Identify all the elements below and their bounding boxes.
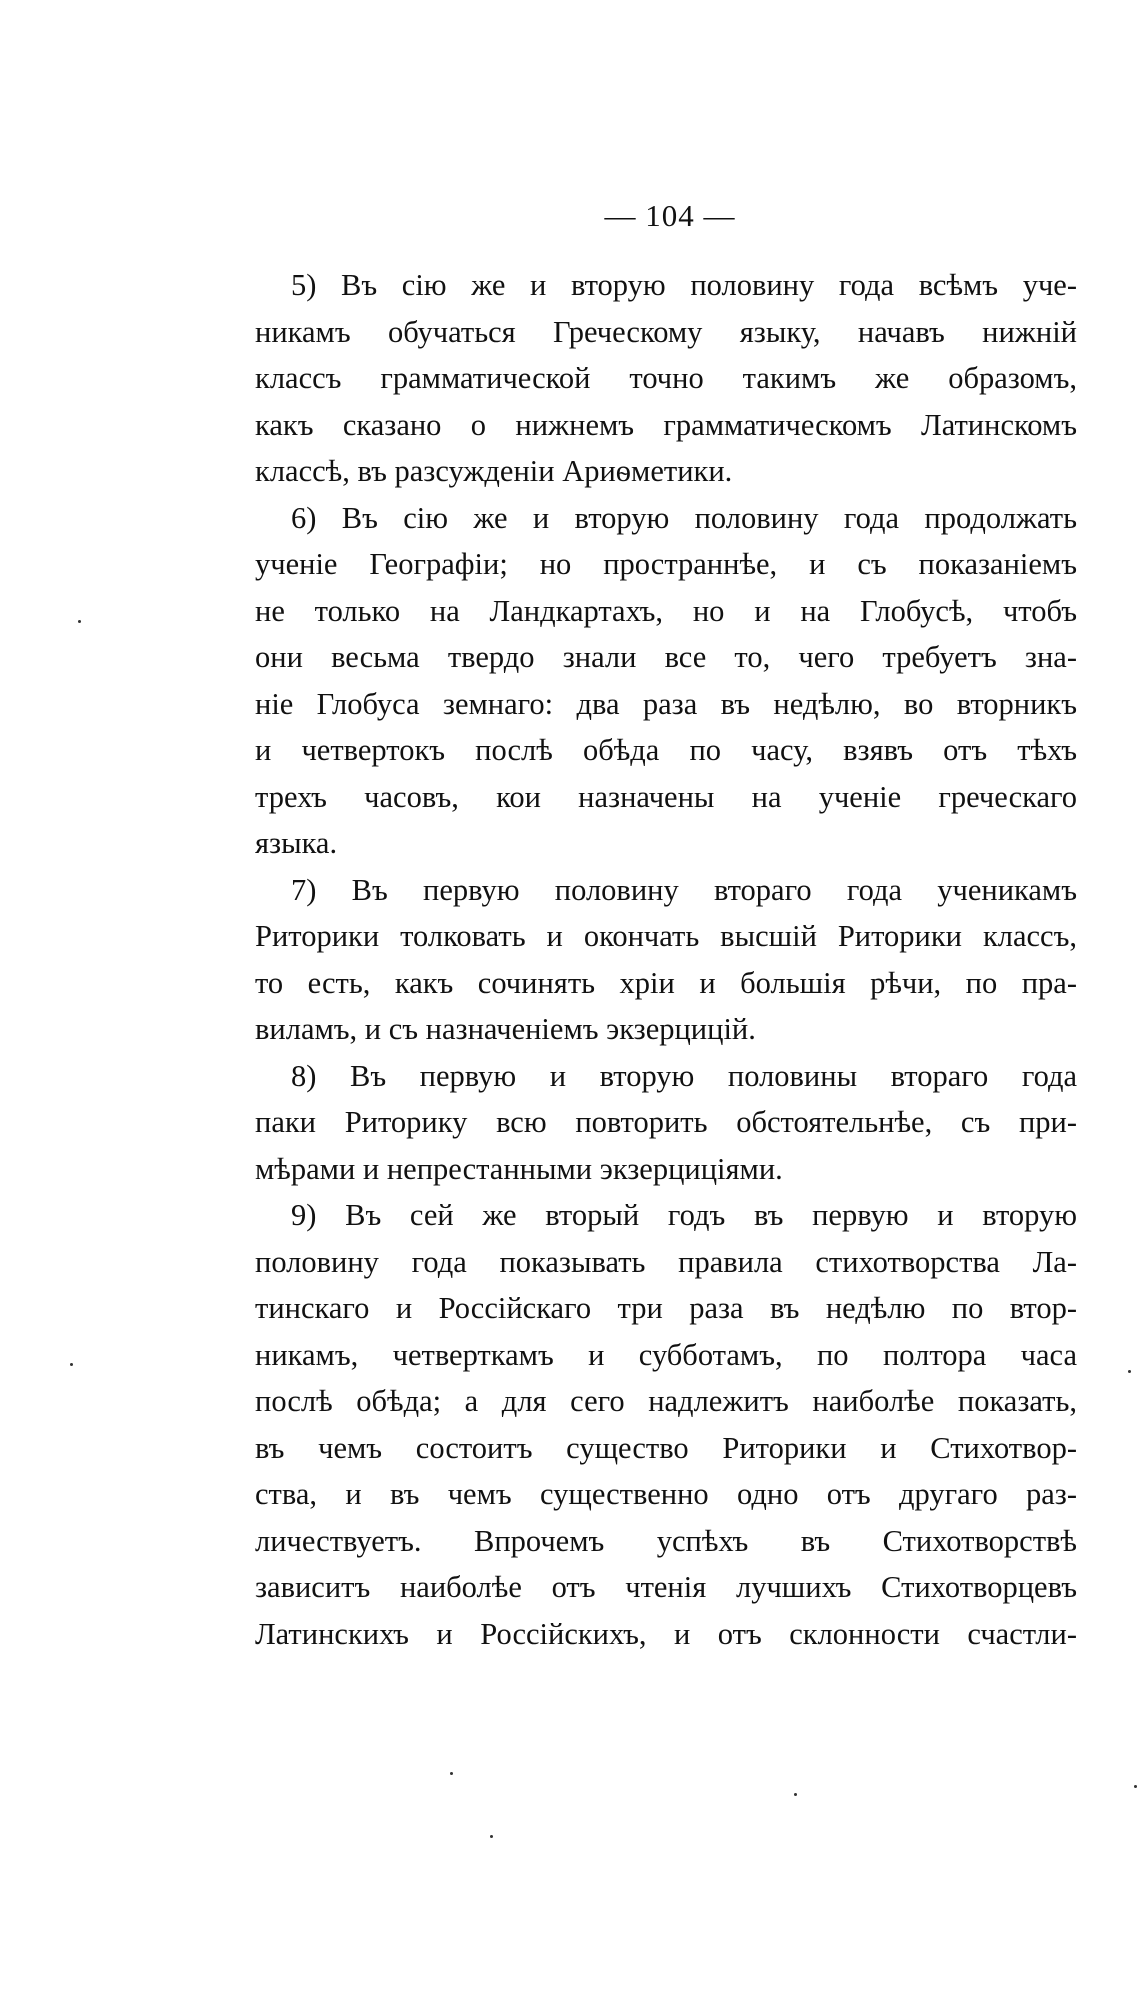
scan-speck <box>1134 1785 1137 1788</box>
text-line: 6) Въ сію же и вторую половину года продолжать <box>291 500 1077 535</box>
text-line: классъ грамматической точно такимъ же образомъ, <box>255 361 1077 395</box>
text-line: 7) Въ первую половину втораго года ученикамъ <box>291 872 1077 907</box>
text-line: личествуетъ. Впрочемъ успѣхъ въ Стихотворствѣ <box>255 1523 1077 1558</box>
paragraph-9 <box>255 1192 1077 1657</box>
page-number: — 104 — <box>604 198 736 233</box>
text-line: языка. <box>255 826 338 860</box>
text-line: ства, и въ чемъ существенно одно отъ другаго раз- <box>255 1477 1077 1511</box>
paragraph-7 <box>255 867 1077 1053</box>
text-line: они весьма твердо знали все то, чего требуетъ зна- <box>255 640 1077 674</box>
text-line: въ чемъ состоитъ существо Риторики и Стихотвор- <box>255 1430 1077 1465</box>
text-line: какъ сказано о нижнемъ грамматическомъ Латинскомъ <box>255 407 1077 442</box>
text-line: не только на Ландкартахъ, но и на Глобусѣ, чтобъ <box>255 593 1077 628</box>
text-line: Риторики толковать и окончать высшій Риторики классъ, <box>255 919 1077 953</box>
paragraph-5 <box>255 262 1077 495</box>
text-line: 9) Въ сей же вторый годъ въ первую и вторую <box>291 1198 1077 1232</box>
body-text <box>255 262 1077 1657</box>
scan-speck <box>450 1772 453 1775</box>
scan-speck <box>70 1363 73 1366</box>
text-line: никамъ, четверткамъ и субботамъ, по полтора часа <box>255 1337 1077 1372</box>
scan-speck <box>490 1835 493 1838</box>
text-line: никамъ обучаться Греческому языку, начавъ нижній <box>255 314 1077 349</box>
text-line: 8) Въ первую и вторую половины втораго года <box>291 1058 1077 1093</box>
text-line: зависитъ наиболѣе отъ чтенія лучшихъ Стихотворцевъ <box>255 1570 1077 1604</box>
text-line: и четвертокъ послѣ обѣда по часу, взявъ отъ тѣхъ <box>255 733 1077 767</box>
text-line: 5) Въ сію же и вторую половину года всѣмъ уче- <box>291 268 1077 302</box>
text-line: то есть, какъ сочинять хріи и большія рѣчи, по пра- <box>255 965 1077 1000</box>
text-line: тинскаго и Россійскаго три раза въ недѣлю по втор- <box>255 1291 1077 1325</box>
paragraph-6 <box>255 495 1077 867</box>
scan-speck <box>794 1793 797 1796</box>
text-line: Латинскихъ и Россійскихъ, и отъ склонности счастли- <box>255 1616 1077 1651</box>
text-line: паки Риторику всю повторить обстоятельнѣе, съ при- <box>255 1105 1077 1139</box>
text-line: послѣ обѣда; а для сего надлежитъ наиболѣе показать, <box>255 1384 1077 1418</box>
text-line: мѣрами и непрестанными экзерциціями. <box>255 1151 783 1186</box>
scan-speck <box>1128 1370 1131 1373</box>
text-line: классѣ, въ разсужденіи Ариѳметики. <box>255 454 733 488</box>
scan-speck <box>78 620 81 623</box>
text-line: половину года показывать правила стихотворства Ла- <box>255 1244 1077 1279</box>
paragraph-8 <box>255 1053 1077 1193</box>
text-line: ученіе Географіи; но пространнѣе, и съ показаніемъ <box>255 547 1077 581</box>
text-line: ніе Глобуса земнаго: два раза въ недѣлю, во вторникъ <box>255 686 1077 721</box>
text-line: трехъ часовъ, кои назначены на ученіе греческаго <box>255 779 1077 814</box>
text-line: виламъ, и съ назначеніемъ экзерцицій. <box>255 1012 756 1046</box>
